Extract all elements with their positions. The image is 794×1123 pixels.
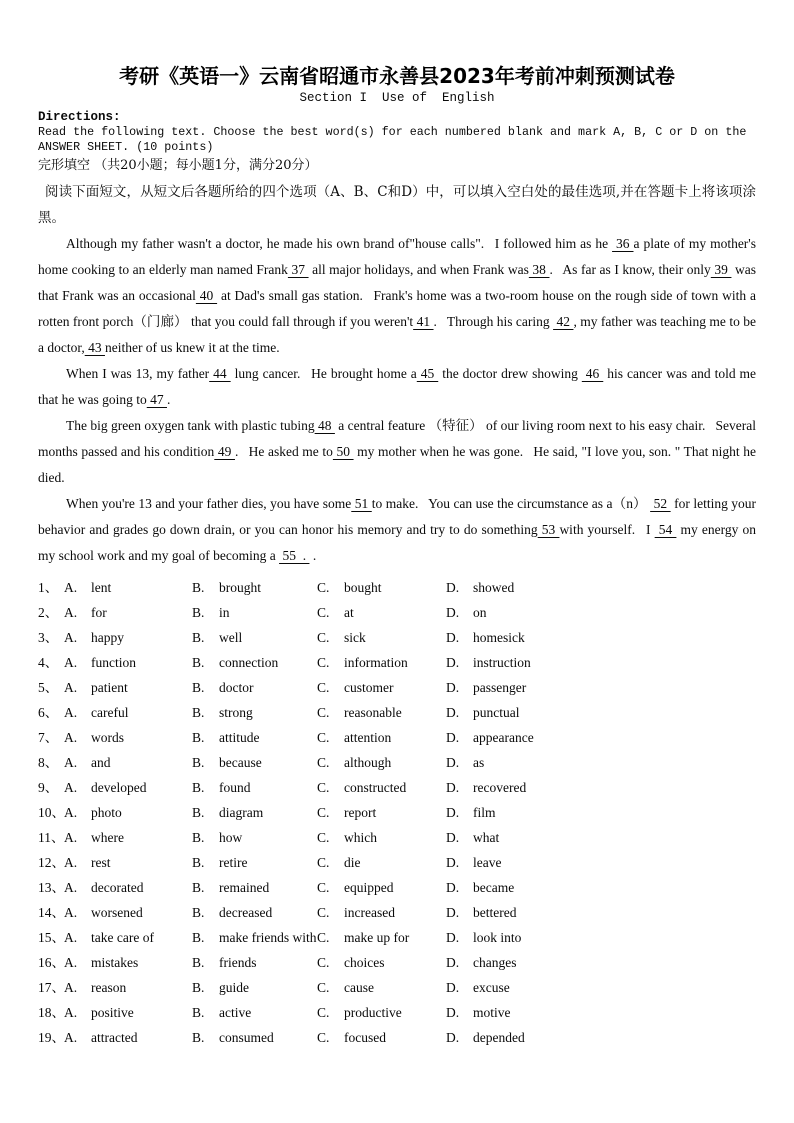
option-d-letter: D. — [446, 1030, 460, 1045]
option-c-word: constructed — [344, 780, 407, 795]
option-row — [38, 925, 756, 950]
option-d — [446, 575, 756, 600]
option-b-word: consumed — [219, 1030, 274, 1045]
option-b — [192, 1025, 317, 1050]
option-c — [317, 600, 446, 625]
option-b-word: because — [219, 755, 262, 770]
option-b-word: friends — [219, 955, 257, 970]
option-c-word: attention — [344, 730, 392, 745]
option-b — [192, 825, 317, 850]
option-b-letter: B. — [192, 930, 205, 945]
option-a-word: where — [91, 830, 124, 845]
option-d-word: recovered — [473, 780, 527, 795]
option-c-letter: C. — [317, 705, 330, 720]
option-a-word: patient — [91, 680, 128, 695]
option-c-word: equipped — [344, 880, 394, 895]
option-c — [317, 900, 446, 925]
option-d-word: instruction — [473, 655, 531, 670]
option-c-word: focused — [344, 1030, 386, 1045]
option-b-word: strong — [219, 705, 253, 720]
option-a — [64, 825, 192, 850]
option-c — [317, 875, 446, 900]
option-b-letter: B. — [192, 980, 205, 995]
option-a — [64, 950, 192, 975]
option-a-word: positive — [91, 1005, 134, 1020]
option-b-word: found — [219, 780, 251, 795]
option-a-word: developed — [91, 780, 147, 795]
option-a-word: rest — [91, 855, 111, 870]
option-row — [38, 575, 756, 600]
option-c — [317, 675, 446, 700]
option-b — [192, 975, 317, 1000]
option-c-letter: C. — [317, 780, 330, 795]
option-b — [192, 775, 317, 800]
option-b-letter: B. — [192, 655, 205, 670]
option-d — [446, 950, 756, 975]
option-row — [38, 700, 756, 725]
option-a-letter: A. — [64, 680, 78, 695]
option-c-letter: C. — [317, 630, 330, 645]
option-a — [64, 925, 192, 950]
question-number: 3、 — [38, 630, 59, 645]
passage-paragraph-4: When you're 13 and your father dies, you have some 51 to make. You can use the circumstance as a（n） 52 for letting your behavior and grades go down drain, or you can honor his memory and try to do something 53 with yourself. I 54 my energy on my school work and my goal of becoming a 55 . . — [38, 496, 757, 563]
option-c-word: although — [344, 755, 392, 770]
question-number: 8、 — [38, 755, 59, 770]
option-c-letter: C. — [317, 830, 330, 845]
question-number: 15、 — [38, 930, 65, 945]
option-row — [38, 725, 756, 750]
option-c-word: cause — [344, 980, 374, 995]
option-b-letter: B. — [192, 730, 205, 745]
option-row — [38, 875, 756, 900]
option-d-word: leave — [473, 855, 502, 870]
option-c-word: productive — [344, 1005, 402, 1020]
option-c-letter: C. — [317, 1005, 330, 1020]
option-b-letter: B. — [192, 1005, 205, 1020]
option-d-letter: D. — [446, 905, 460, 920]
option-a-letter: A. — [64, 930, 78, 945]
option-c-word: die — [344, 855, 361, 870]
option-c-word: make up for — [344, 930, 410, 945]
question-number: 4、 — [38, 655, 59, 670]
option-b — [192, 675, 317, 700]
option-a-letter: A. — [64, 805, 78, 820]
option-a — [64, 650, 192, 675]
option-b-word: retire — [219, 855, 248, 870]
option-a-letter: A. — [64, 905, 78, 920]
option-c-letter: C. — [317, 955, 330, 970]
question-number: 2、 — [38, 605, 59, 620]
question-number: 1、 — [38, 580, 59, 595]
option-a — [64, 800, 192, 825]
option-b — [192, 900, 317, 925]
option-a — [64, 600, 192, 625]
option-b-word: guide — [219, 980, 249, 995]
option-d-letter: D. — [446, 930, 460, 945]
option-b-letter: B. — [192, 580, 205, 595]
option-b-word: attitude — [219, 730, 260, 745]
option-c-letter: C. — [317, 905, 330, 920]
option-c — [317, 650, 446, 675]
option-b-word: how — [219, 830, 243, 845]
option-c-letter: C. — [317, 1030, 330, 1045]
option-c-word: choices — [344, 955, 385, 970]
option-d-word: appearance — [473, 730, 534, 745]
option-a-word: and — [91, 755, 111, 770]
option-c-letter: C. — [317, 805, 330, 820]
option-row — [38, 625, 756, 650]
option-d-word: on — [473, 605, 487, 620]
option-b-letter: B. — [192, 755, 205, 770]
option-b-word: doctor — [219, 680, 254, 695]
option-row — [38, 825, 756, 850]
option-d-word: homesick — [473, 630, 525, 645]
directions-line-2: ANSWER SHEET. (10 points) — [38, 140, 214, 154]
option-c — [317, 850, 446, 875]
option-a-letter: A. — [64, 580, 78, 595]
option-a-word: words — [91, 730, 124, 745]
option-d-word: what — [473, 830, 500, 845]
option-c — [317, 575, 446, 600]
option-b-letter: B. — [192, 780, 205, 795]
option-a-letter: A. — [64, 980, 78, 995]
option-d-word: as — [473, 755, 485, 770]
cloze-passage — [38, 231, 756, 569]
option-d — [446, 775, 756, 800]
option-d-word: film — [473, 805, 496, 820]
option-d-letter: D. — [446, 805, 460, 820]
option-a-letter: A. — [64, 730, 78, 745]
option-row — [38, 900, 756, 925]
option-d — [446, 975, 756, 1000]
question-number: 18、 — [38, 1005, 65, 1020]
option-b — [192, 950, 317, 975]
option-b-word: decreased — [219, 905, 273, 920]
option-d-letter: D. — [446, 580, 460, 595]
option-row — [38, 1000, 756, 1025]
option-b — [192, 925, 317, 950]
question-number: 16、 — [38, 955, 65, 970]
option-a-letter: A. — [64, 630, 78, 645]
option-c-letter: C. — [317, 605, 330, 620]
option-a-word: for — [91, 605, 107, 620]
option-a — [64, 750, 192, 775]
option-a-word: photo — [91, 805, 122, 820]
option-c-letter: C. — [317, 755, 330, 770]
option-b-letter: B. — [192, 705, 205, 720]
option-a-word: careful — [91, 705, 129, 720]
option-b-letter: B. — [192, 805, 205, 820]
option-c-word: at — [344, 605, 354, 620]
option-c — [317, 950, 446, 975]
question-number: 17、 — [38, 980, 65, 995]
option-a-letter: A. — [64, 705, 78, 720]
option-d — [446, 925, 756, 950]
option-a-letter: A. — [64, 755, 78, 770]
exam-title: 考研《英语一》云南省昭通市永善县2023年考前冲刺预测试卷 — [119, 64, 675, 88]
option-d-word: showed — [473, 580, 515, 595]
option-b-word: brought — [219, 580, 261, 595]
option-b-word: well — [219, 630, 243, 645]
option-row — [38, 800, 756, 825]
question-number: 13、 — [38, 880, 65, 895]
option-c — [317, 700, 446, 725]
option-c-word: which — [344, 830, 377, 845]
option-a — [64, 700, 192, 725]
option-d — [446, 875, 756, 900]
option-c-word: report — [344, 805, 377, 820]
option-a — [64, 1000, 192, 1025]
passage-paragraph-3: The big green oxygen tank with plastic tubing 48 a central feature （特征） of our living room next to his easy chair. Several months passed and his condition 49 . He asked me to 50 my mother when he was gone. He said, "I love you, son. " That night he died. — [38, 418, 757, 485]
option-a — [64, 625, 192, 650]
option-a-letter: A. — [64, 1005, 78, 1020]
option-a-word: lent — [91, 580, 112, 595]
option-d — [446, 700, 756, 725]
option-c-word: information — [344, 655, 408, 670]
option-b-word: diagram — [219, 805, 264, 820]
option-b-letter: B. — [192, 880, 205, 895]
option-b-letter: B. — [192, 830, 205, 845]
option-row — [38, 975, 756, 1000]
option-c-word: bought — [344, 580, 382, 595]
option-a-letter: A. — [64, 830, 78, 845]
option-a — [64, 675, 192, 700]
option-c — [317, 1025, 446, 1050]
option-b — [192, 725, 317, 750]
option-d — [446, 675, 756, 700]
option-b — [192, 1000, 317, 1025]
option-a-word: worsened — [91, 905, 143, 920]
option-a-word: decorated — [91, 880, 144, 895]
option-d-letter: D. — [446, 705, 460, 720]
option-b — [192, 750, 317, 775]
option-b-letter: B. — [192, 630, 205, 645]
option-d-word: passenger — [473, 680, 527, 695]
option-d — [446, 1025, 756, 1050]
question-number: 7、 — [38, 730, 59, 745]
option-a — [64, 850, 192, 875]
option-row — [38, 775, 756, 800]
option-d-word: motive — [473, 1005, 511, 1020]
option-d-word: bettered — [473, 905, 517, 920]
option-d-letter: D. — [446, 630, 460, 645]
option-a — [64, 875, 192, 900]
option-b — [192, 600, 317, 625]
option-a-word: attracted — [91, 1030, 138, 1045]
option-row — [38, 750, 756, 775]
option-d-letter: D. — [446, 730, 460, 745]
option-d-letter: D. — [446, 855, 460, 870]
option-b — [192, 700, 317, 725]
question-number: 19、 — [38, 1030, 65, 1045]
option-d — [446, 600, 756, 625]
option-d-letter: D. — [446, 755, 460, 770]
option-d — [446, 825, 756, 850]
passage-paragraph-2: When I was 13, my father 44 lung cancer. He brought home a 45 the doctor drew showing 46 his cancer was and told me that he was going to 47 . — [38, 366, 757, 407]
option-d-letter: D. — [446, 680, 460, 695]
option-a — [64, 900, 192, 925]
option-d — [446, 625, 756, 650]
option-d-letter: D. — [446, 980, 460, 995]
option-d — [446, 900, 756, 925]
option-a-word: mistakes — [91, 955, 139, 970]
option-d-letter: D. — [446, 830, 460, 845]
option-d-letter: D. — [446, 655, 460, 670]
option-a-word: reason — [91, 980, 127, 995]
option-c-word: customer — [344, 680, 394, 695]
option-d-letter: D. — [446, 880, 460, 895]
option-c-letter: C. — [317, 730, 330, 745]
option-d — [446, 650, 756, 675]
option-b-word: active — [219, 1005, 252, 1020]
option-c — [317, 725, 446, 750]
option-d-letter: D. — [446, 1005, 460, 1020]
option-b-word: remained — [219, 880, 270, 895]
option-d — [446, 800, 756, 825]
option-row — [38, 950, 756, 975]
option-row — [38, 850, 756, 875]
directions-line-1: Read the following text. Choose the best word(s) for each numbered blank and mark A, B, C or D on the — [38, 125, 747, 139]
option-d-word: depended — [473, 1030, 525, 1045]
option-c — [317, 975, 446, 1000]
option-c — [317, 625, 446, 650]
option-d-word: punctual — [473, 705, 520, 720]
option-a-letter: A. — [64, 880, 78, 895]
section-heading: Section I Use of English — [299, 91, 495, 105]
option-b-letter: B. — [192, 855, 205, 870]
option-c-word: reasonable — [344, 705, 402, 720]
option-a — [64, 975, 192, 1000]
question-number: 10、 — [38, 805, 65, 820]
option-a-word: take care of — [91, 930, 154, 945]
option-d — [446, 1000, 756, 1025]
option-c-letter: C. — [317, 930, 330, 945]
option-b — [192, 650, 317, 675]
option-d-word: look into — [473, 930, 522, 945]
option-a-word: happy — [91, 630, 124, 645]
question-number: 9、 — [38, 780, 59, 795]
option-b-word: connection — [219, 655, 279, 670]
option-a — [64, 775, 192, 800]
option-a — [64, 575, 192, 600]
option-b-word: make friends with — [219, 930, 317, 945]
option-a-letter: A. — [64, 955, 78, 970]
option-b — [192, 800, 317, 825]
option-c-letter: C. — [317, 980, 330, 995]
option-d-word: excuse — [473, 980, 510, 995]
option-a — [64, 725, 192, 750]
chinese-instruction: 阅读下面短文，从短文后各题所给的四个选项（A、B、C和D）中，可以填入空白处的最佳选项,并在答题卡上将该项涂黑。 — [38, 184, 756, 226]
question-number: 12、 — [38, 855, 65, 870]
option-b-letter: B. — [192, 905, 205, 920]
option-c — [317, 1000, 446, 1025]
option-c — [317, 775, 446, 800]
passage-paragraph-1: Although my father wasn't a doctor, he made his own brand of"house calls". I followed him as he 36 a plate of my mother's home cooking to an elderly man named Frank 37 all major holidays, and when Frank was 38 . As far as I know, their only 39 was that Frank was an occasional 40 at Dad's small gas station. Frank's home was a two-room house on the rough side of town with a rotten front porch（门廊） that you could fall through if you weren't 41 . Through his caring 42 , my father was teaching me to be a doctor, 43 neither of us knew it at the time. — [38, 236, 757, 355]
option-b-word: in — [219, 605, 230, 620]
option-d-letter: D. — [446, 780, 460, 795]
question-number: 5、 — [38, 680, 59, 695]
question-number: 6、 — [38, 705, 59, 720]
option-d — [446, 725, 756, 750]
question-number: 11、 — [38, 830, 65, 845]
option-b — [192, 875, 317, 900]
option-c-word: sick — [344, 630, 366, 645]
option-d — [446, 750, 756, 775]
option-row — [38, 650, 756, 675]
option-d-letter: D. — [446, 955, 460, 970]
option-b-letter: B. — [192, 605, 205, 620]
option-b-letter: B. — [192, 680, 205, 695]
option-row — [38, 675, 756, 700]
option-c — [317, 825, 446, 850]
cloze-note: 完形填空 （共20小题；每小题1分，满分20分） — [38, 158, 318, 173]
option-c — [317, 800, 446, 825]
option-c-letter: C. — [317, 680, 330, 695]
options-list — [38, 575, 756, 1050]
option-c-letter: C. — [317, 880, 330, 895]
option-c-word: increased — [344, 905, 395, 920]
option-d-word: changes — [473, 955, 517, 970]
option-d-word: became — [473, 880, 515, 895]
directions-label: Directions: — [38, 110, 121, 124]
question-number: 14、 — [38, 905, 65, 920]
option-a-letter: A. — [64, 655, 78, 670]
option-row — [38, 1025, 756, 1050]
option-b — [192, 625, 317, 650]
option-b-letter: B. — [192, 955, 205, 970]
option-b-letter: B. — [192, 1030, 205, 1045]
option-a-letter: A. — [64, 855, 78, 870]
option-a-word: function — [91, 655, 136, 670]
option-a-letter: A. — [64, 605, 78, 620]
option-a-letter: A. — [64, 1030, 78, 1045]
option-c — [317, 925, 446, 950]
option-row — [38, 600, 756, 625]
option-a — [64, 1025, 192, 1050]
option-b — [192, 850, 317, 875]
option-b — [192, 575, 317, 600]
option-d-letter: D. — [446, 605, 460, 620]
option-c-letter: C. — [317, 655, 330, 670]
option-d — [446, 850, 756, 875]
option-c — [317, 750, 446, 775]
option-c-letter: C. — [317, 580, 330, 595]
option-a-letter: A. — [64, 780, 78, 795]
option-c-letter: C. — [317, 855, 330, 870]
